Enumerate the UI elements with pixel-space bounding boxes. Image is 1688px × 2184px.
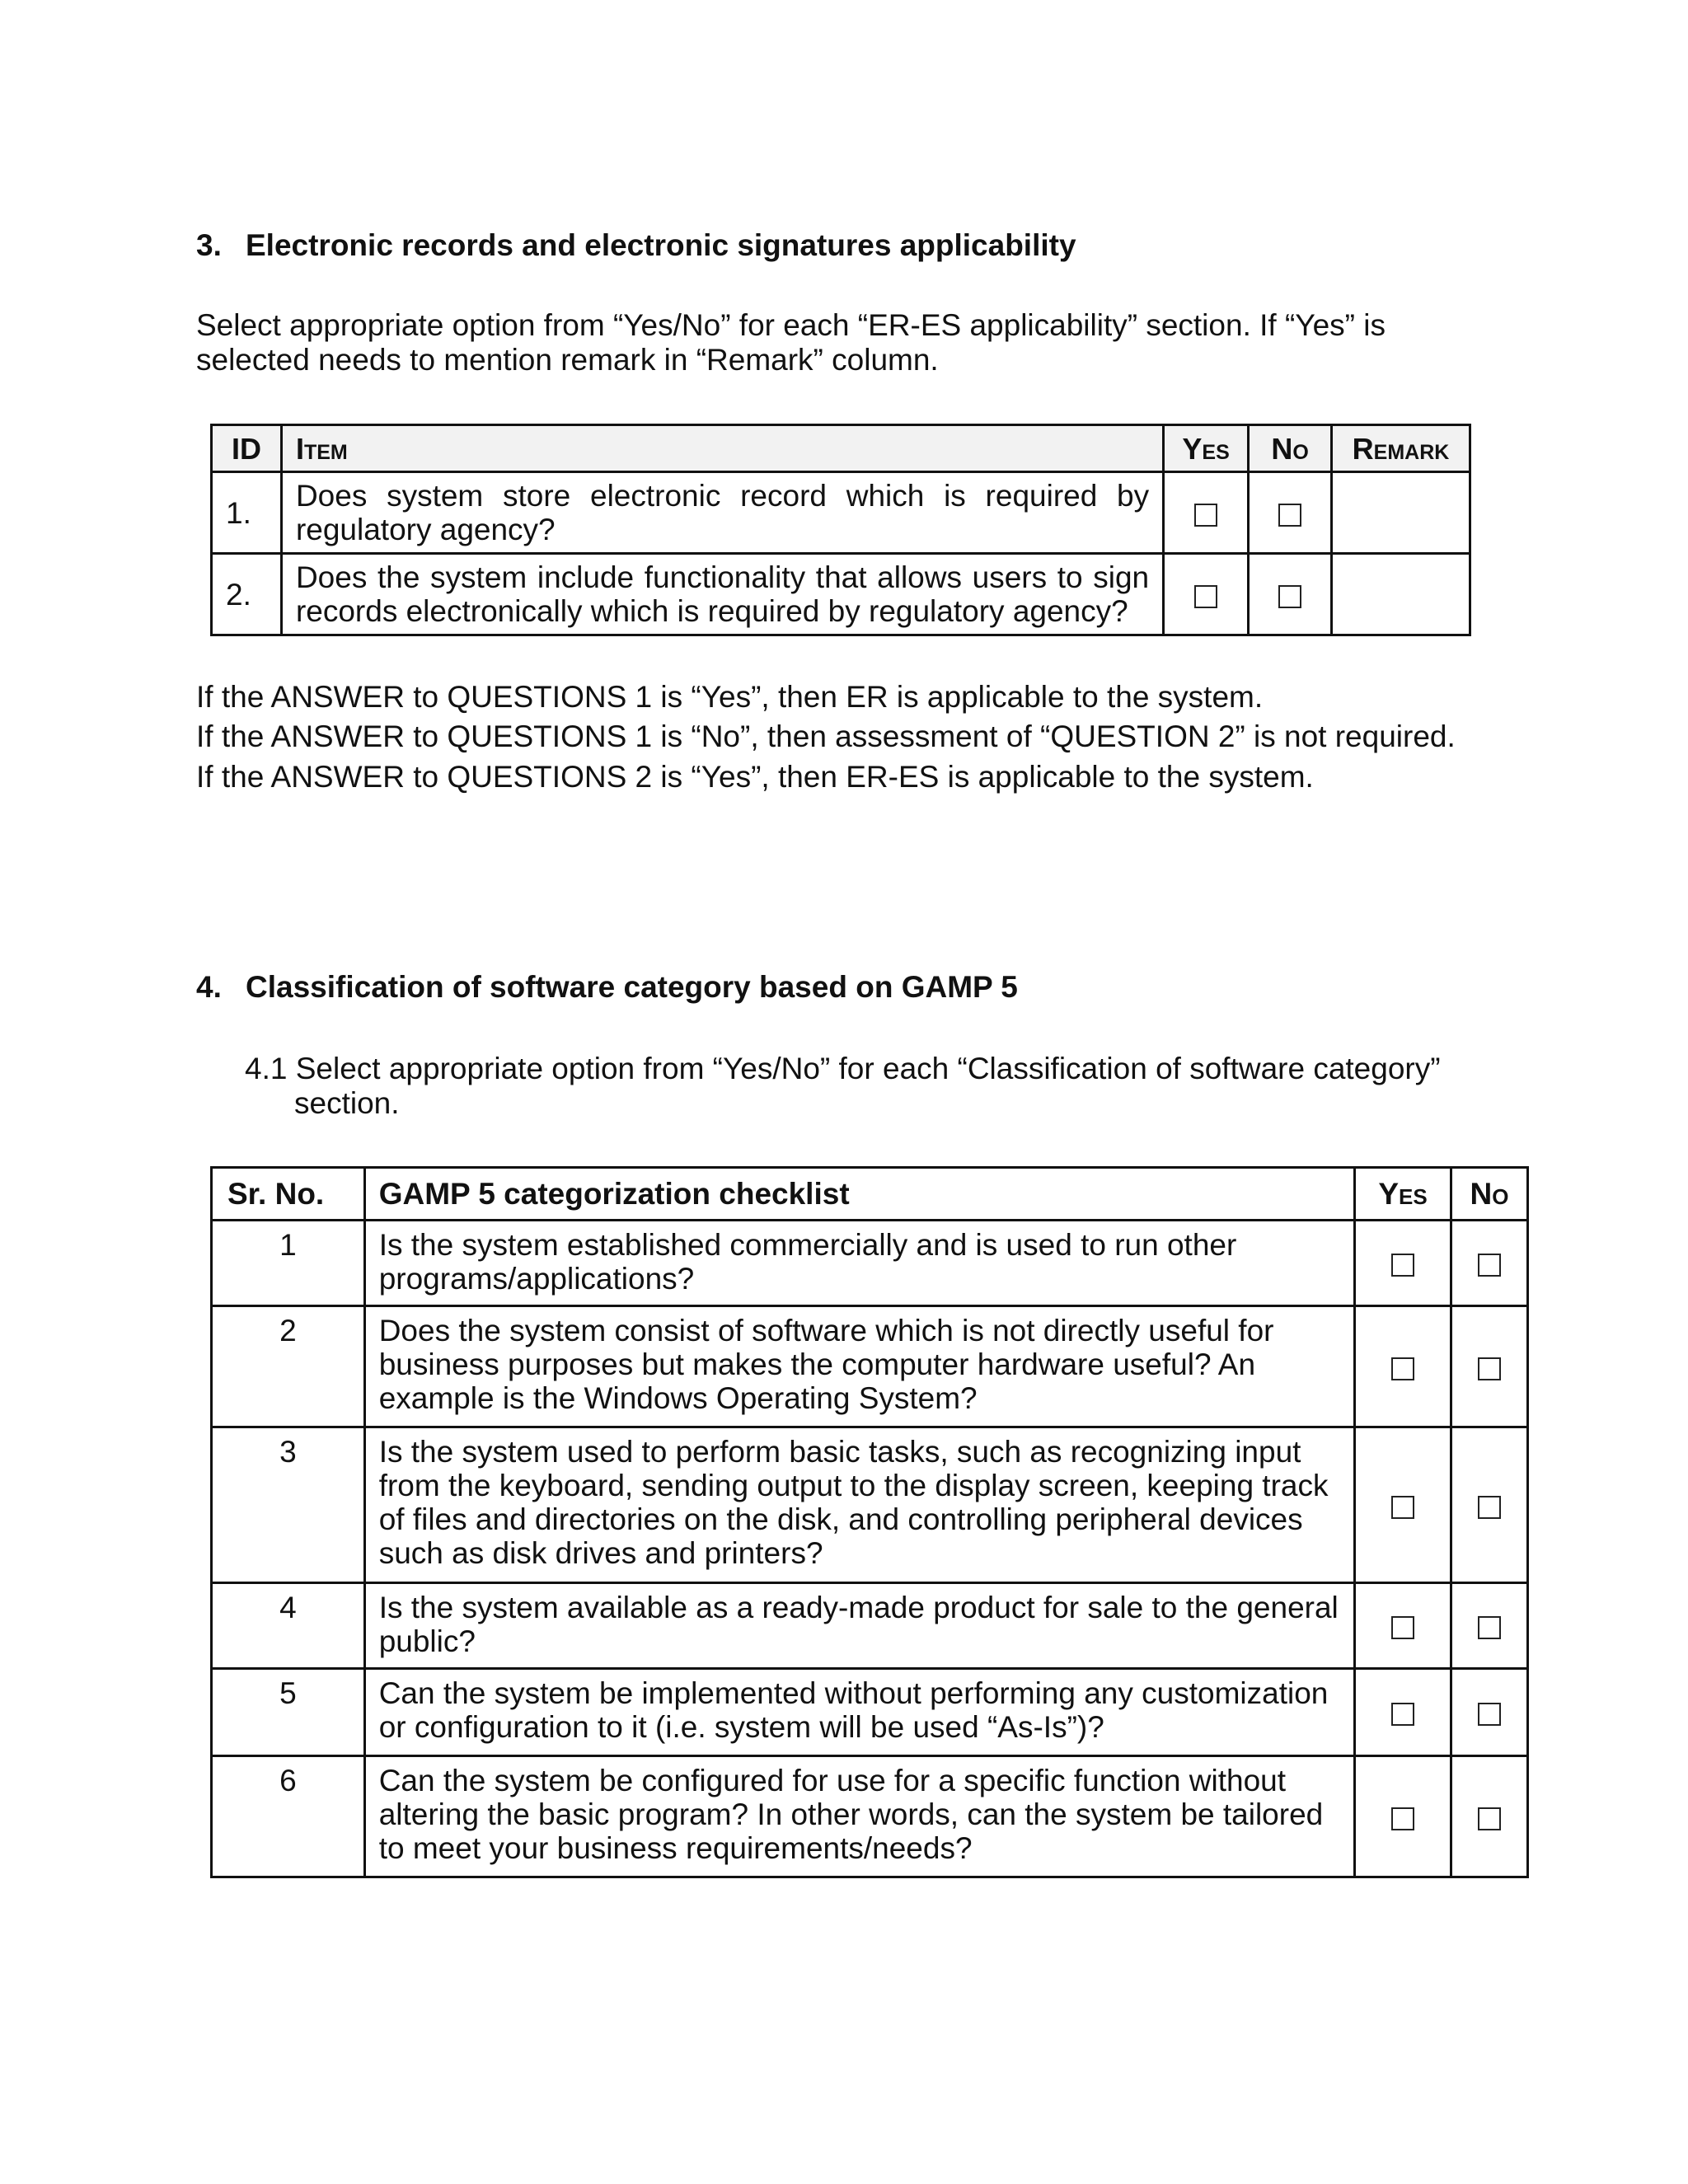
table-row	[212, 1427, 1528, 1583]
no-checkbox[interactable]	[1478, 1254, 1501, 1277]
row-question: Can the system be implemented without performing any customization or configuration to it (i.e. system will be used “As-Is”)?	[364, 1669, 1354, 1756]
no-checkbox[interactable]	[1478, 1616, 1501, 1639]
yes-cell	[1355, 1669, 1451, 1756]
no-cell	[1249, 554, 1332, 635]
yes-checkbox[interactable]	[1194, 585, 1217, 608]
subsection-text: Select appropriate option from “Yes/No” for each “Classification of software category” section.	[294, 1052, 1441, 1120]
table-row	[212, 1669, 1528, 1756]
applicability-note-3: If the ANSWER to QUESTIONS 2 is “Yes”, then ER-ES is applicable to the system.	[196, 760, 1314, 794]
no-checkbox[interactable]	[1478, 1357, 1501, 1380]
no-checkbox[interactable]	[1278, 504, 1301, 527]
er-es-applicability-table	[210, 424, 1471, 636]
table-row	[212, 1756, 1528, 1877]
no-cell	[1451, 1583, 1528, 1669]
table-row	[212, 1221, 1528, 1306]
header-remark: Remark	[1332, 425, 1470, 472]
table-row	[212, 1583, 1528, 1669]
row-sr-no: 2	[212, 1306, 365, 1427]
no-cell	[1249, 472, 1332, 554]
yes-checkbox[interactable]	[1194, 504, 1217, 527]
applicability-note-2: If the ANSWER to QUESTIONS 1 is “No”, then assessment of “QUESTION 2” is not required.	[196, 719, 1456, 753]
row-question: Is the system available as a ready-made product for sale to the general public?	[364, 1583, 1354, 1669]
no-cell	[1451, 1427, 1528, 1583]
gamp5-categorization-table	[210, 1166, 1529, 1878]
header-yes: Yes	[1355, 1168, 1451, 1221]
row-sr-no: 3	[212, 1427, 365, 1583]
section-3-number: 3.	[196, 228, 222, 262]
row-question: Can the system be configured for use for a specific function without altering the basic program? In other words, can the system be tailored to meet your business requirements/needs?	[364, 1756, 1354, 1877]
header-sr-no: Sr. No.	[212, 1168, 365, 1221]
table-header-row	[212, 1168, 1528, 1221]
yes-cell	[1355, 1306, 1451, 1427]
yes-cell	[1355, 1583, 1451, 1669]
row-sr-no: 5	[212, 1669, 365, 1756]
yes-cell	[1164, 554, 1249, 635]
section-4-1-instruction	[245, 1052, 1481, 1121]
remark-cell[interactable]	[1332, 554, 1470, 635]
no-checkbox[interactable]	[1478, 1703, 1501, 1726]
no-checkbox[interactable]	[1278, 585, 1301, 608]
table-header-row	[212, 425, 1470, 472]
subsection-number: 4.1	[245, 1052, 288, 1085]
row-item: Does the system include functionality that allows users to sign records electronically which is required by regulatory agency?	[281, 554, 1163, 635]
yes-cell	[1355, 1756, 1451, 1877]
applicability-note-1: If the ANSWER to QUESTIONS 1 is “Yes”, then ER is applicable to the system.	[196, 680, 1264, 714]
yes-cell	[1355, 1427, 1451, 1583]
row-id: 1.	[212, 472, 282, 554]
row-question: Does the system consist of software which is not directly useful for business purposes but makes the computer hardware useful? An example is the Windows Operating System?	[364, 1306, 1354, 1427]
remark-cell[interactable]	[1332, 472, 1470, 554]
yes-checkbox[interactable]	[1391, 1807, 1414, 1830]
no-cell	[1451, 1756, 1528, 1877]
header-yes: Yes	[1164, 425, 1249, 472]
row-item: Does system store electronic record which is required by regulatory agency?	[281, 472, 1163, 554]
header-checklist: GAMP 5 categorization checklist	[364, 1168, 1354, 1221]
section-3-heading	[196, 227, 1076, 264]
yes-checkbox[interactable]	[1391, 1496, 1414, 1519]
row-sr-no: 1	[212, 1221, 365, 1306]
section-4-title: Classification of software category based on GAMP 5	[246, 970, 1018, 1004]
section-4-heading	[196, 969, 1018, 1005]
row-sr-no: 6	[212, 1756, 365, 1877]
yes-checkbox[interactable]	[1391, 1616, 1414, 1639]
section-3-title: Electronic records and electronic signatures applicability	[246, 228, 1076, 262]
no-cell	[1451, 1221, 1528, 1306]
no-checkbox[interactable]	[1478, 1807, 1501, 1830]
row-id: 2.	[212, 554, 282, 635]
table-row	[212, 1306, 1528, 1427]
section-3-instruction: Select appropriate option from “Yes/No” for each “ER-ES applicability” section. If “Yes” is selected needs to mention remark in “Remark” column.	[196, 308, 1386, 377]
yes-cell	[1164, 472, 1249, 554]
table-row	[212, 554, 1470, 635]
yes-checkbox[interactable]	[1391, 1254, 1414, 1277]
no-checkbox[interactable]	[1478, 1496, 1501, 1519]
header-id: ID	[212, 425, 282, 472]
header-item: Item	[281, 425, 1163, 472]
section-4-number: 4.	[196, 970, 222, 1004]
row-question: Is the system established commercially and is used to run other programs/applications?	[364, 1221, 1354, 1306]
row-question: Is the system used to perform basic tasks, such as recognizing input from the keyboard, sending output to the display screen, keeping track of files and directories on the disk, and controlling peripheral devices such as disk drives and printers?	[364, 1427, 1354, 1583]
yes-checkbox[interactable]	[1391, 1357, 1414, 1380]
yes-cell	[1355, 1221, 1451, 1306]
no-cell	[1451, 1669, 1528, 1756]
no-cell	[1451, 1306, 1528, 1427]
table-row	[212, 472, 1470, 554]
row-sr-no: 4	[212, 1583, 365, 1669]
header-no: No	[1249, 425, 1332, 472]
header-no: No	[1451, 1168, 1528, 1221]
yes-checkbox[interactable]	[1391, 1703, 1414, 1726]
